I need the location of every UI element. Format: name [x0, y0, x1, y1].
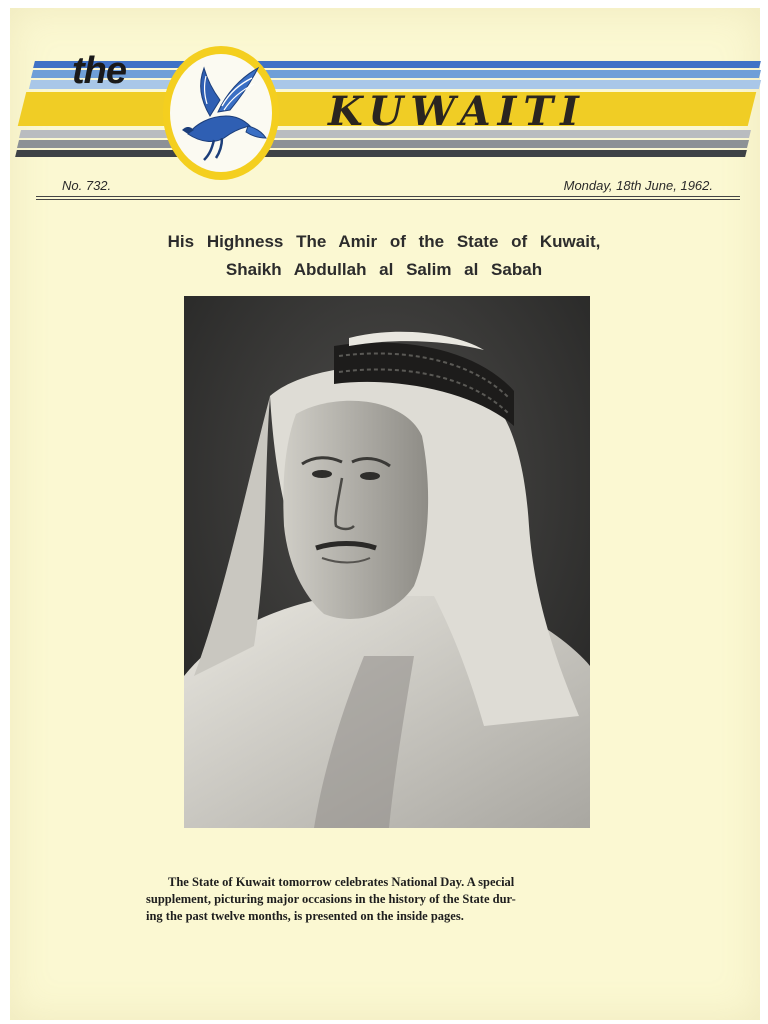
- masthead: [0, 0, 768, 190]
- caption-line-2: supplement, picturing major occasions in the history of the State dur-: [146, 892, 516, 906]
- issue-number: No. 732.: [62, 178, 112, 193]
- masthead-stripe-blue: [31, 70, 761, 78]
- header-rule: [36, 199, 740, 200]
- portrait-photo: [184, 296, 590, 828]
- headline: [0, 228, 768, 284]
- issue-date: Monday, 18th June, 1962.: [563, 178, 713, 193]
- caption-line-1: The State of Kuwait tomorrow celebrates National Day. A special: [168, 875, 515, 889]
- caption: [146, 874, 618, 925]
- masthead-title: KUWAITI: [328, 88, 586, 135]
- masthead-stripe-dark: [15, 150, 747, 157]
- masthead-stripe-blue: [33, 61, 761, 68]
- header-rule: [36, 196, 740, 197]
- portrait-illustration: [184, 296, 590, 828]
- headline-line-1: His Highness The Amir of the State of Kuwait,: [167, 232, 601, 251]
- falcon-icon: [170, 54, 272, 172]
- masthead-stripe-gray: [17, 140, 749, 148]
- masthead-the: the: [72, 50, 126, 92]
- headline-line-2: Shaikh Abdullah al Salim al Sabah: [225, 260, 543, 279]
- caption-line-3: ing the past twelve months, is presented on the inside pages.: [146, 909, 464, 923]
